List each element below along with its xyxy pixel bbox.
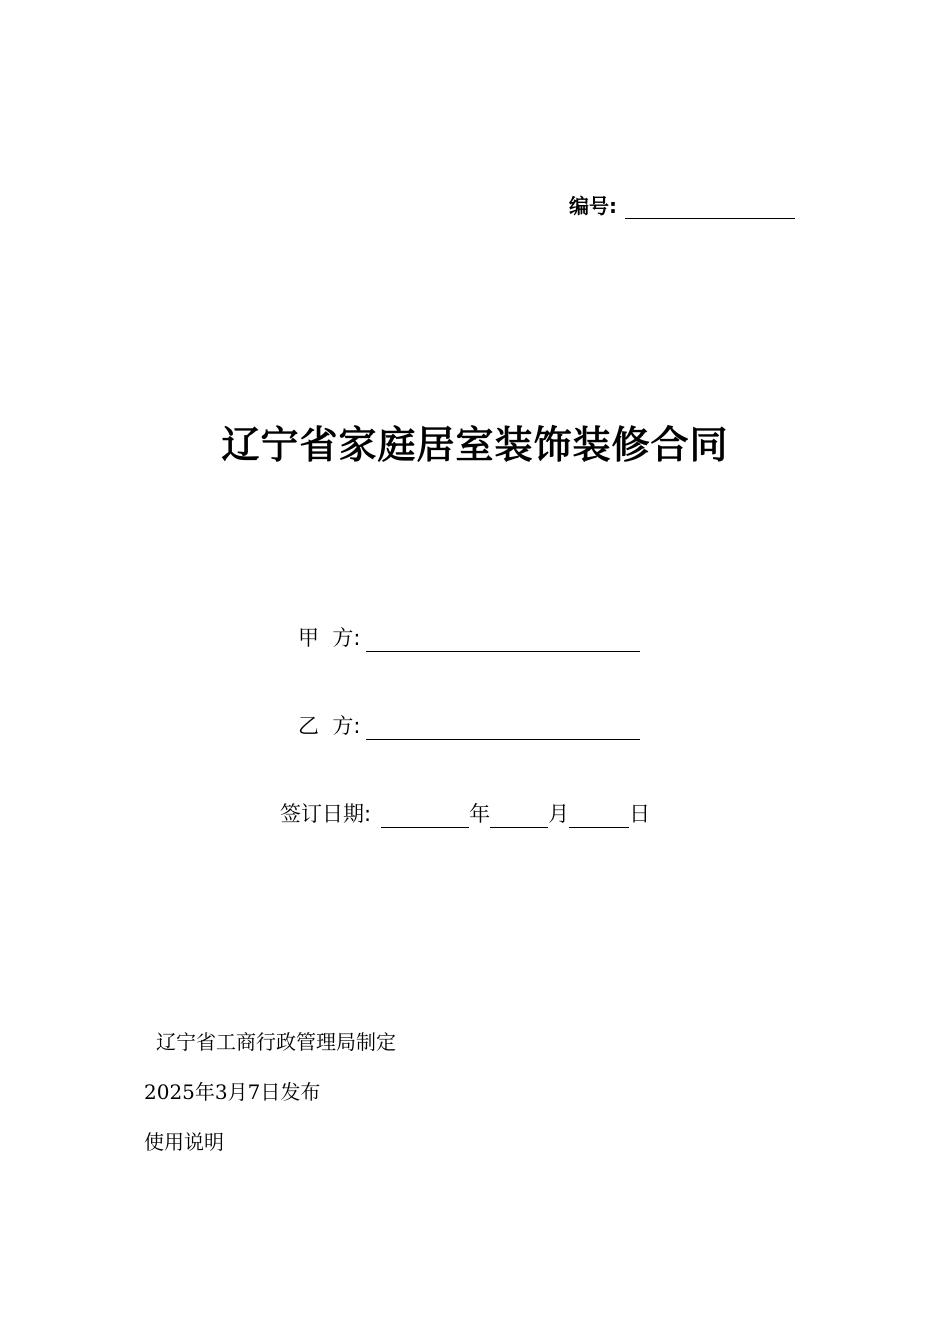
party-a-field xyxy=(298,622,640,652)
contract-number-label: 编号: xyxy=(569,194,617,218)
year-blank xyxy=(381,805,469,828)
year-unit: 年 xyxy=(469,802,491,826)
publish-date-line: 2025年3月7日发布 xyxy=(144,1080,321,1104)
party-b-label: 乙 方: xyxy=(298,714,361,738)
month-unit: 月 xyxy=(548,802,570,826)
party-b-field xyxy=(298,710,640,740)
party-a-label: 甲 方: xyxy=(298,626,361,650)
contract-number-blank xyxy=(625,194,795,219)
usage-instructions-heading: 使用说明 xyxy=(144,1130,224,1154)
signing-date-field xyxy=(280,798,650,828)
day-unit: 日 xyxy=(629,802,651,826)
document-title: 辽宁省家庭居室装饰装修合同 xyxy=(221,423,729,467)
day-blank xyxy=(569,805,629,828)
party-a-blank xyxy=(366,629,640,652)
issuer-line: 辽宁省工商行政管理局制定 xyxy=(156,1030,396,1054)
signing-date-label: 签订日期: xyxy=(280,802,372,826)
party-b-blank xyxy=(366,717,640,740)
contract-number-field xyxy=(569,190,795,219)
month-blank xyxy=(490,805,548,828)
